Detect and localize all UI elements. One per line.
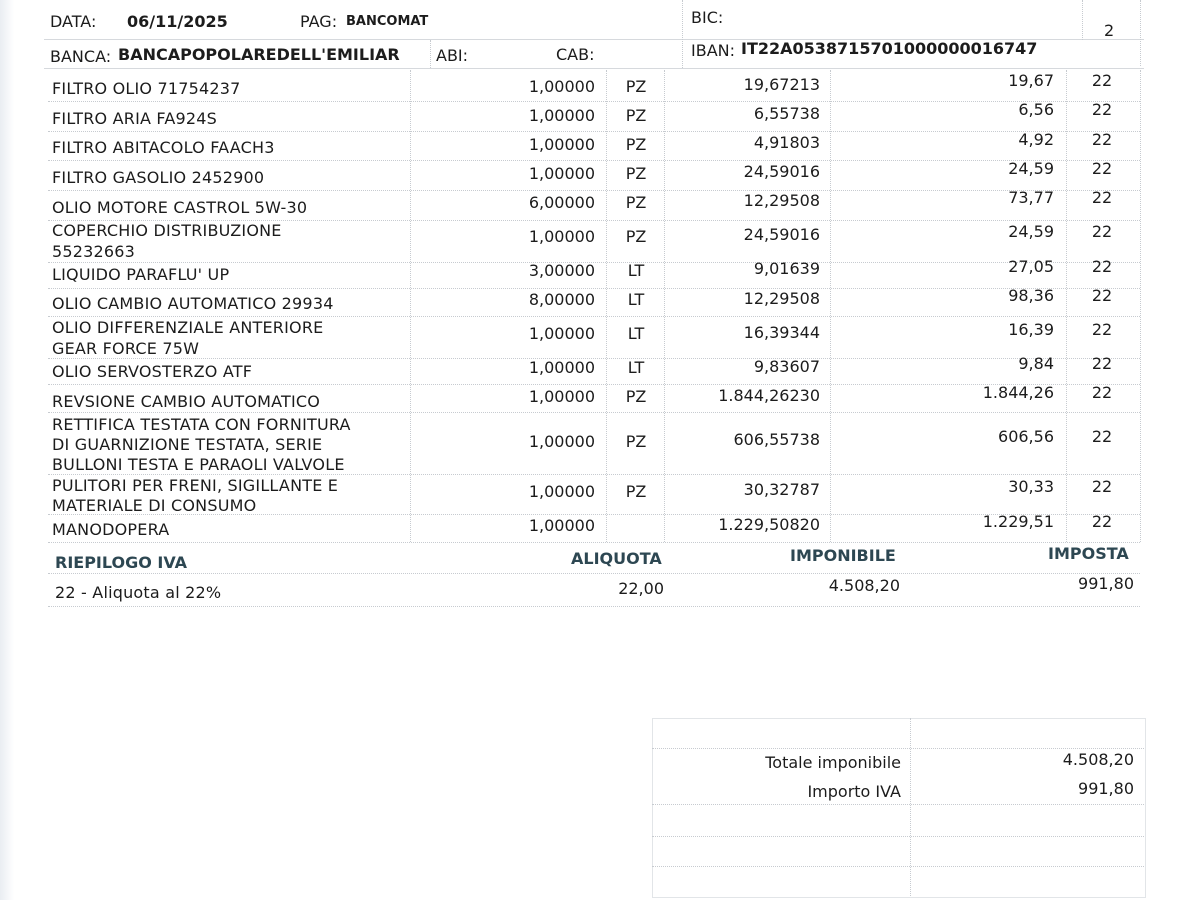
- item-total: 9,84: [1018, 354, 1054, 373]
- divider: [682, 0, 683, 68]
- summary-title: RIEPILOGO IVA: [55, 553, 188, 572]
- item-description: FILTRO ABITACOLO FAACH3: [52, 138, 275, 157]
- item-unit-price: 9,83607: [753, 357, 820, 376]
- summary-row-imponibile: 4.508,20: [828, 576, 900, 595]
- divider: [44, 68, 1144, 69]
- item-quantity: 1,00000: [528, 432, 595, 451]
- divider: [606, 70, 607, 542]
- item-description: LIQUIDO PARAFLU' UP: [52, 265, 230, 284]
- divider: [48, 542, 1140, 543]
- item-vat-code: 22: [1091, 71, 1113, 90]
- item-quantity: 1,00000: [528, 387, 595, 406]
- divider: [1140, 0, 1141, 66]
- item-vat-code: 22: [1091, 286, 1113, 305]
- pag-value: BANCOMAT: [346, 14, 429, 29]
- divider: [664, 70, 665, 542]
- item-vat-code: 22: [1091, 222, 1113, 241]
- item-quantity: 1,00000: [528, 516, 595, 535]
- item-description: 55232663: [52, 242, 136, 261]
- totals-box: [652, 718, 1146, 898]
- item-total: 24,59: [1008, 222, 1054, 241]
- item-unit: PZ: [625, 193, 647, 212]
- item-quantity: 1,00000: [528, 77, 595, 96]
- divider: [48, 288, 1140, 289]
- aliquota-header: ALIQUOTA: [571, 549, 662, 568]
- item-quantity: 1,00000: [528, 482, 595, 501]
- bic-label: BIC:: [691, 8, 724, 27]
- item-unit: PZ: [625, 227, 647, 246]
- item-vat-code: 22: [1091, 354, 1113, 373]
- cab-label: CAB:: [556, 45, 595, 64]
- divider: [1082, 0, 1083, 40]
- item-vat-code: 22: [1091, 477, 1113, 496]
- item-unit: PZ: [625, 482, 647, 501]
- item-total: 16,39: [1008, 320, 1054, 339]
- importo-iva-value: 991,80: [1078, 779, 1134, 798]
- page-number: 2: [1104, 21, 1115, 40]
- item-unit: PZ: [625, 164, 647, 183]
- item-description: OLIO DIFFERENZIALE ANTERIORE: [52, 318, 324, 337]
- item-unit-price: 1.229,50820: [718, 515, 820, 534]
- iban-label: IBAN:: [691, 41, 735, 60]
- item-description: RETTIFICA TESTATA CON FORNITURA: [52, 415, 351, 434]
- item-unit: PZ: [625, 77, 647, 96]
- item-quantity: 1,00000: [528, 135, 595, 154]
- item-total: 4,92: [1018, 130, 1054, 149]
- item-total: 606,56: [998, 427, 1054, 446]
- item-unit: LT: [627, 261, 645, 280]
- divider: [48, 573, 1140, 574]
- item-vat-code: 22: [1091, 320, 1113, 339]
- item-quantity: 1,00000: [528, 324, 595, 343]
- divider: [48, 316, 1140, 317]
- item-unit-price: 606,55738: [733, 430, 820, 449]
- item-description: PULITORI PER FRENI, SIGILLANTE E: [52, 476, 339, 495]
- item-vat-code: 22: [1091, 159, 1113, 178]
- item-total: 1.229,51: [982, 512, 1054, 531]
- item-unit: PZ: [625, 135, 647, 154]
- divider: [910, 718, 911, 896]
- item-unit-price: 12,29508: [743, 191, 820, 210]
- imposta-header: IMPOSTA: [1048, 544, 1129, 563]
- item-vat-code: 22: [1091, 130, 1113, 149]
- iban-value: IT22A0538715701000000016747: [741, 39, 1038, 58]
- item-unit-price: 24,59016: [743, 225, 820, 244]
- item-unit: LT: [627, 358, 645, 377]
- item-unit: PZ: [625, 432, 647, 451]
- item-description: COPERCHIO DISTRIBUZIONE: [52, 221, 282, 240]
- imponibile-header: IMPONIBILE: [790, 546, 896, 565]
- divider: [48, 384, 1140, 385]
- item-quantity: 1,00000: [528, 164, 595, 183]
- divider: [1066, 70, 1067, 542]
- divider: [48, 101, 1140, 102]
- item-vat-code: 22: [1091, 383, 1113, 402]
- divider: [430, 40, 431, 68]
- item-quantity: 1,00000: [528, 227, 595, 246]
- item-total: 19,67: [1008, 71, 1054, 90]
- item-description: FILTRO GASOLIO 2452900: [52, 168, 265, 187]
- item-description: FILTRO ARIA FA924S: [52, 109, 217, 128]
- item-unit-price: 24,59016: [743, 162, 820, 181]
- item-unit-price: 4,91803: [753, 133, 820, 152]
- abi-label: ABI:: [436, 46, 469, 65]
- total-imponibile-value: 4.508,20: [1062, 750, 1134, 769]
- item-description: OLIO CAMBIO AUTOMATICO 29934: [52, 294, 334, 313]
- item-total: 30,33: [1008, 477, 1054, 496]
- item-total: 24,59: [1008, 159, 1054, 178]
- pag-label: PAG:: [300, 12, 338, 31]
- summary-row-description: 22 - Aliquota al 22%: [55, 583, 222, 602]
- item-description: FILTRO OLIO 71754237: [52, 79, 241, 98]
- item-unit: LT: [627, 324, 645, 343]
- importo-iva-label: Importo IVA: [807, 782, 901, 801]
- item-quantity: 3,00000: [528, 261, 595, 280]
- item-quantity: 1,00000: [528, 106, 595, 125]
- item-description: GEAR FORCE 75W: [52, 339, 200, 358]
- item-unit-price: 30,32787: [743, 480, 820, 499]
- divider: [48, 412, 1140, 413]
- divider: [410, 70, 411, 542]
- item-vat-code: 22: [1091, 257, 1113, 276]
- item-unit-price: 19,67213: [743, 75, 820, 94]
- divider: [44, 39, 1144, 40]
- item-unit: PZ: [625, 387, 647, 406]
- item-vat-code: 22: [1091, 100, 1113, 119]
- item-description: DI GUARNIZIONE TESTATA, SERIE: [52, 435, 323, 454]
- divider: [48, 474, 1140, 475]
- summary-row-imposta: 991,80: [1078, 574, 1134, 593]
- item-vat-code: 22: [1091, 427, 1113, 446]
- divider: [830, 70, 831, 542]
- date-label: DATA:: [50, 12, 97, 31]
- item-total: 98,36: [1008, 286, 1054, 305]
- item-description: MATERIALE DI CONSUMO: [52, 496, 257, 515]
- item-quantity: 8,00000: [528, 290, 595, 309]
- divider: [652, 836, 1144, 837]
- total-imponibile-label: Totale imponibile: [765, 753, 901, 772]
- item-unit-price: 1.844,26230: [718, 386, 820, 405]
- item-description: REVSIONE CAMBIO AUTOMATICO: [52, 392, 321, 411]
- item-unit: LT: [627, 290, 645, 309]
- item-total: 73,77: [1008, 188, 1054, 207]
- item-unit-price: 6,55738: [753, 104, 820, 123]
- divider: [48, 514, 1140, 515]
- divider: [48, 160, 1140, 161]
- item-unit-price: 12,29508: [743, 289, 820, 308]
- scan-edge: [0, 0, 14, 900]
- divider: [48, 131, 1140, 132]
- item-total: 1.844,26: [982, 383, 1054, 402]
- item-unit-price: 16,39344: [743, 323, 820, 342]
- divider: [48, 606, 1140, 607]
- divider: [652, 866, 1144, 867]
- item-total: 6,56: [1018, 100, 1054, 119]
- item-unit-price: 9,01639: [753, 259, 820, 278]
- item-description: OLIO SERVOSTERZO ATF: [52, 362, 253, 381]
- divider: [48, 190, 1140, 191]
- item-quantity: 1,00000: [528, 358, 595, 377]
- divider: [652, 804, 1144, 805]
- item-description: BULLONI TESTA E PARAOLI VALVOLE: [52, 455, 345, 474]
- item-vat-code: 22: [1091, 512, 1113, 531]
- item-quantity: 6,00000: [528, 193, 595, 212]
- item-description: MANODOPERA: [52, 520, 170, 539]
- item-vat-code: 22: [1091, 188, 1113, 207]
- item-total: 27,05: [1008, 257, 1054, 276]
- item-description: OLIO MOTORE CASTROL 5W-30: [52, 198, 308, 217]
- date-value: 06/11/2025: [127, 12, 228, 31]
- divider: [1140, 70, 1141, 542]
- item-unit: PZ: [625, 106, 647, 125]
- banca-label: BANCA:: [50, 47, 112, 66]
- divider: [652, 748, 1144, 749]
- summary-row-aliquota: 22,00: [618, 579, 664, 598]
- banca-value: BANCAPOPOLAREDELL'EMILIAR: [118, 45, 400, 64]
